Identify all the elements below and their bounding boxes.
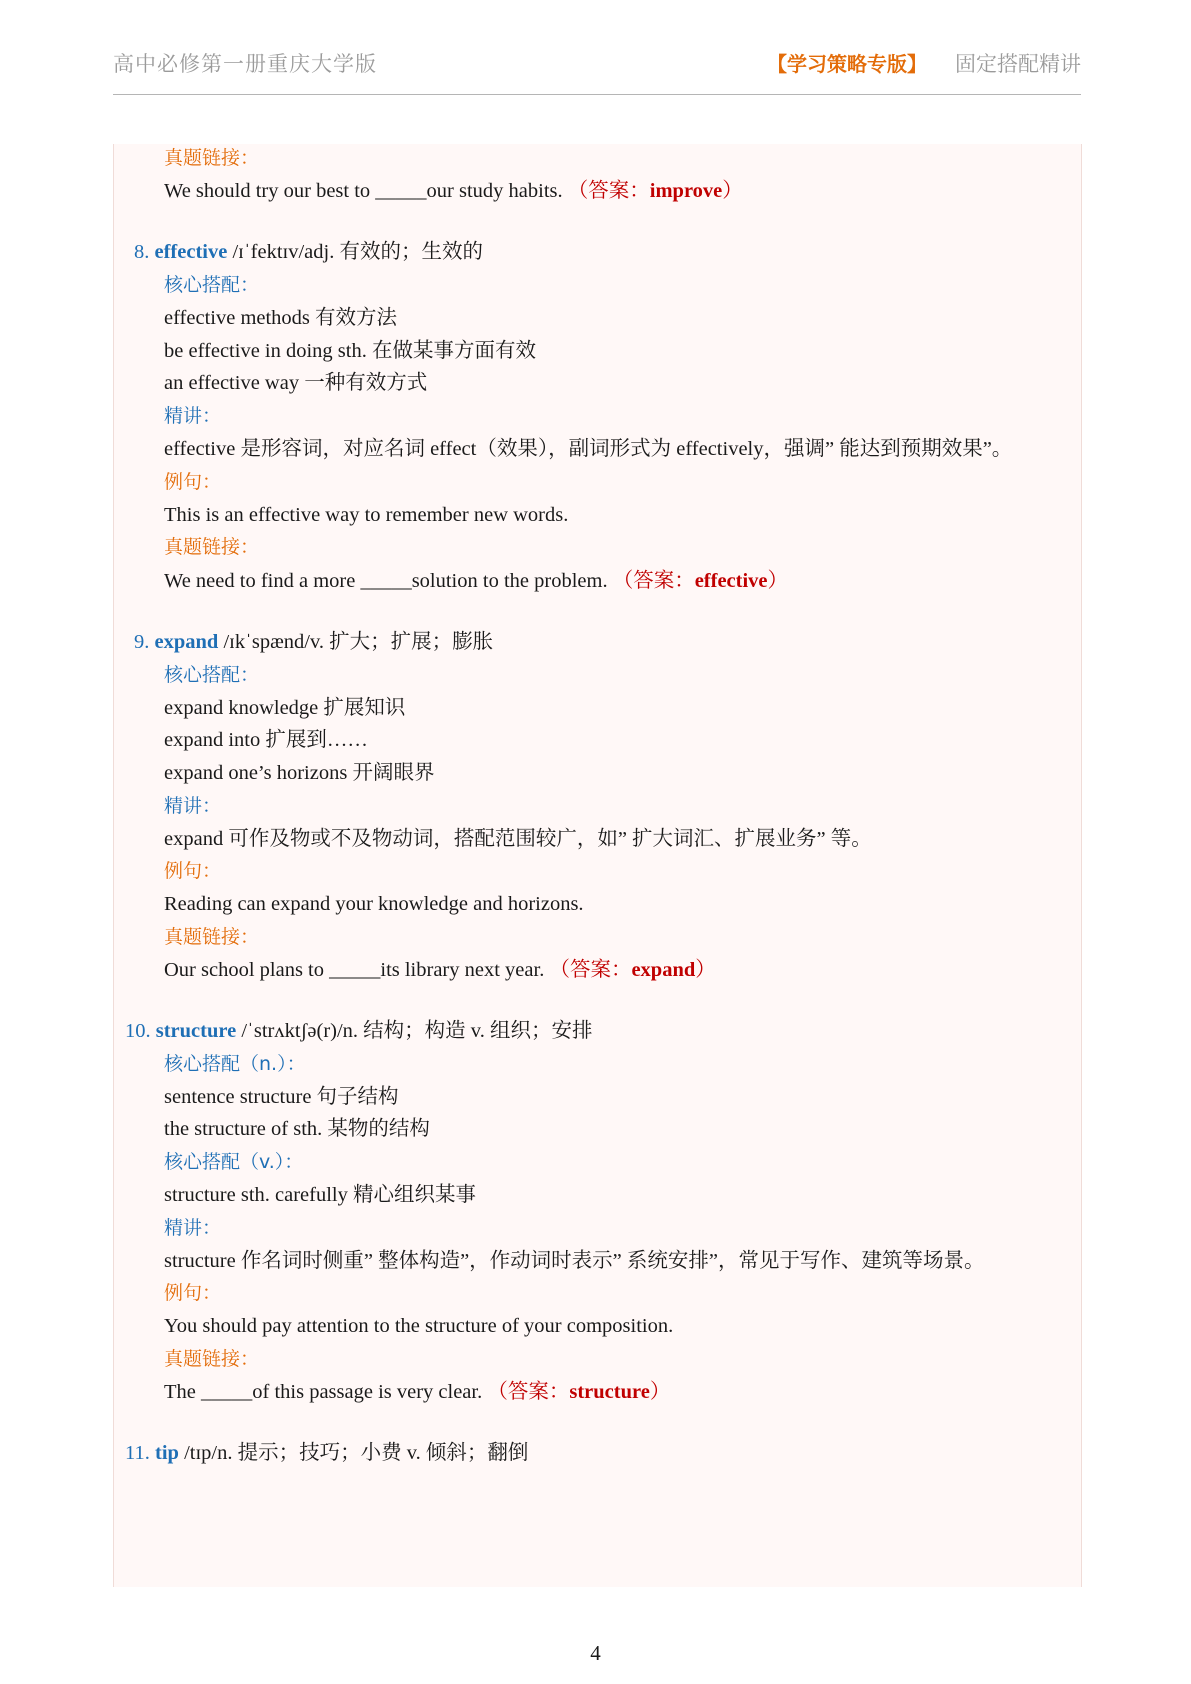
book-title: 高中必修第一册重庆大学版	[113, 52, 377, 76]
example-label: 例句：	[164, 471, 222, 493]
headword: tip	[155, 1442, 179, 1464]
practice-question: We need to find a more _____solution to the problem. （答案：effective）	[164, 570, 789, 592]
headword: structure	[155, 1020, 237, 1042]
entry-heading	[134, 238, 483, 266]
explanation-label: 精讲：	[164, 795, 222, 817]
collocation: structure sth. carefully 精心组织某事	[164, 1184, 476, 1206]
collocation: sentence structure 句子结构	[164, 1086, 399, 1108]
explanation-label: 精讲：	[164, 405, 222, 427]
answer: （答案：structure）	[487, 1381, 671, 1403]
collocation: be effective in doing sth. 在做某事方面有效	[164, 340, 536, 362]
core-collocation-verb-label: 核心搭配（v.）：	[164, 1151, 304, 1173]
page-number: 4	[590, 1641, 601, 1665]
core-collocation-noun-label: 核心搭配（n.）：	[164, 1053, 306, 1075]
entry-number: 10.	[125, 1020, 151, 1042]
collocation: an effective way 一种有效方式	[164, 372, 428, 394]
page-header	[113, 44, 1081, 95]
core-collocation-label: 核心搭配：	[164, 274, 260, 296]
practice-question: We should try our best to _____our study habits. （答案：improve）	[164, 180, 743, 202]
definition: /tɪp/n. 提示；技巧；小费 v. 倾斜；翻倒	[178, 1442, 529, 1464]
collocation: expand one’s horizons 开阔眼界	[164, 762, 435, 784]
explanation-label: 精讲：	[164, 1217, 222, 1239]
explanation: expand 可作及物或不及物动词，搭配范围较广，如” 扩大词汇、扩展业务” 等。	[164, 828, 872, 850]
link-label: 真题链接：	[164, 536, 260, 558]
entry-heading	[125, 1017, 592, 1045]
entry-number: 11.	[125, 1442, 150, 1464]
answer: （答案：expand）	[549, 959, 716, 981]
core-collocation-label: 核心搭配：	[164, 664, 260, 686]
practice-question: The _____of this passage is very clear. （答案：structure）	[164, 1381, 671, 1403]
example-sentence: This is an effective way to remember new words.	[164, 504, 569, 526]
headword: expand	[154, 631, 219, 653]
practice-question: Our school plans to _____its library next year. （答案：expand）	[164, 959, 716, 981]
example-label: 例句：	[164, 1282, 222, 1304]
answer: （答案：effective）	[612, 570, 789, 592]
link-label: 真题链接：	[164, 926, 260, 948]
header-right	[767, 48, 1081, 78]
headword: effective	[154, 241, 228, 263]
definition: /ˈstrʌktʃə(r)/n. 结构；构造 v. 组织；安排	[236, 1020, 593, 1042]
entry-heading	[125, 1439, 528, 1467]
link-label: 真题链接：	[164, 147, 260, 169]
entry-heading	[134, 628, 493, 656]
example-label: 例句：	[164, 860, 222, 882]
collocation: expand into 扩展到……	[164, 729, 368, 751]
section-title: 固定搭配精讲	[955, 52, 1081, 76]
definition: /ɪˈfektɪv/adj. 有效的；生效的	[227, 241, 483, 263]
link-label: 真题链接：	[164, 1348, 260, 1370]
collocation: the structure of sth. 某物的结构	[164, 1118, 430, 1140]
example-sentence: You should pay attention to the structure of your composition.	[164, 1315, 674, 1337]
entry-number: 8.	[134, 241, 150, 263]
collocation: expand knowledge 扩展知识	[164, 697, 406, 719]
definition: /ɪkˈspænd/v. 扩大；扩展；膨胀	[218, 631, 494, 653]
explanation: effective 是形容词，对应名词 effect（效果），副词形式为 effectively，强调” 能达到预期效果”。	[164, 438, 1013, 460]
edition-tag: 【学习策略专版】	[767, 52, 927, 76]
entry-number: 9.	[134, 631, 150, 653]
collocation: effective methods 有效方法	[164, 307, 398, 329]
answer: （答案：improve）	[567, 180, 743, 202]
example-sentence: Reading can expand your knowledge and horizons.	[164, 893, 584, 915]
explanation: structure 作名词时侧重” 整体构造”，作动词时表示” 系统安排”，常见于写作、建筑等场景。	[164, 1250, 985, 1272]
